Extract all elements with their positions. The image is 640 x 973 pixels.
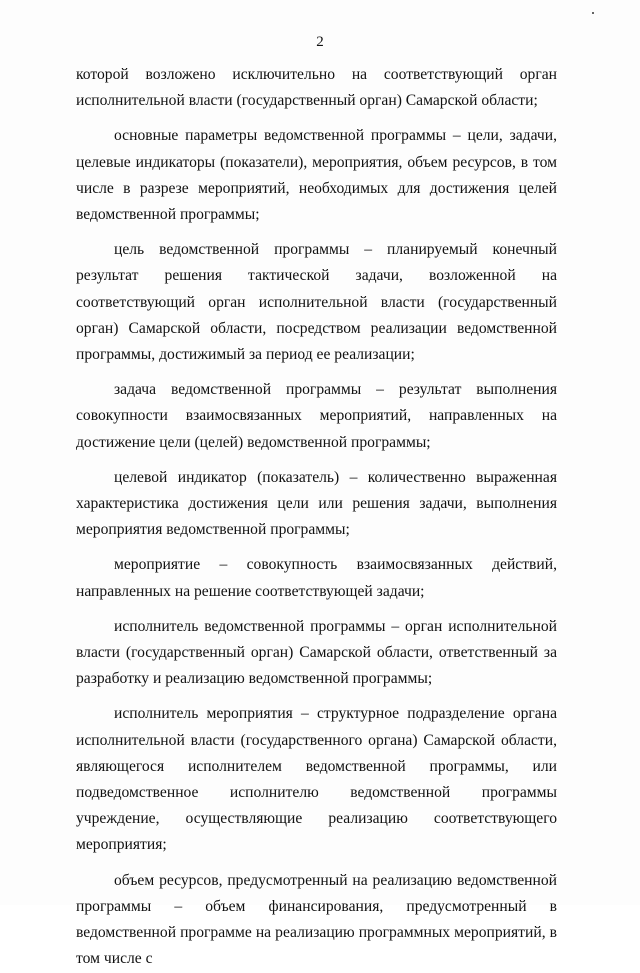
paragraph-continuation: которой возложено исключительно на соответствующий орган исполнительной власти (государственный орган) Самарской области; — [76, 66, 557, 110]
paragraph-program-goal: цель ведомственной программы – планируемый конечный результат решения тактической задачи, возложенной на соответствующий орган исполнительной власти (государственный орган) Самарской области, посредством реализации ведомственной программы, достижимый за период ее реализации; — [76, 241, 557, 364]
paragraph-program-executor: исполнитель ведомственной программы – орган исполнительной власти (государственный орган) Самарской области, ответственный за разработку и реализацию ведомственной программы; — [76, 617, 557, 688]
paragraph-main-parameters: основные параметры ведомственной программы – цели, задачи, целевые индикаторы (показатели), мероприятия, объем ресурсов, в том числе в разрезе мероприятий, необходимых для достижения целей ведомственной программы; — [76, 127, 557, 224]
paragraph-activity-executor: исполнитель мероприятия – структурное подразделение органа исполнительной власти (государственного органа) Самарской области, являющегося исполнителем ведомственной программы, или подведомственное исполнителю ведомственной программы учреждение, осуществляющие реализацию соответствующего мероприятия; — [76, 705, 557, 854]
paragraph-activity: мероприятие – совокупность взаимосвязанных действий, направленных на решение соответствующей задачи; — [76, 556, 557, 600]
paragraph-program-task: задача ведомственной программы – результат выполнения совокупности взаимосвязанных мероприятий, направленных на достижение цели (целей) ведомственной программы; — [76, 381, 557, 451]
scan-speck — [592, 12, 594, 14]
document-body — [76, 62, 557, 973]
page-number: 2 — [316, 34, 324, 50]
paragraph-target-indicator: целевой индикатор (показатель) – количественно выраженная характеристика достижения цели или решения задачи, выполнения мероприятия ведомственной программы; — [76, 468, 557, 539]
paragraph-resource-volume: объем ресурсов, предусмотренный на реализацию ведомственной программы – объем финансирования, предусмотренный в ведомственной программе на реализацию программных мероприятий, в том числе с — [76, 871, 557, 968]
